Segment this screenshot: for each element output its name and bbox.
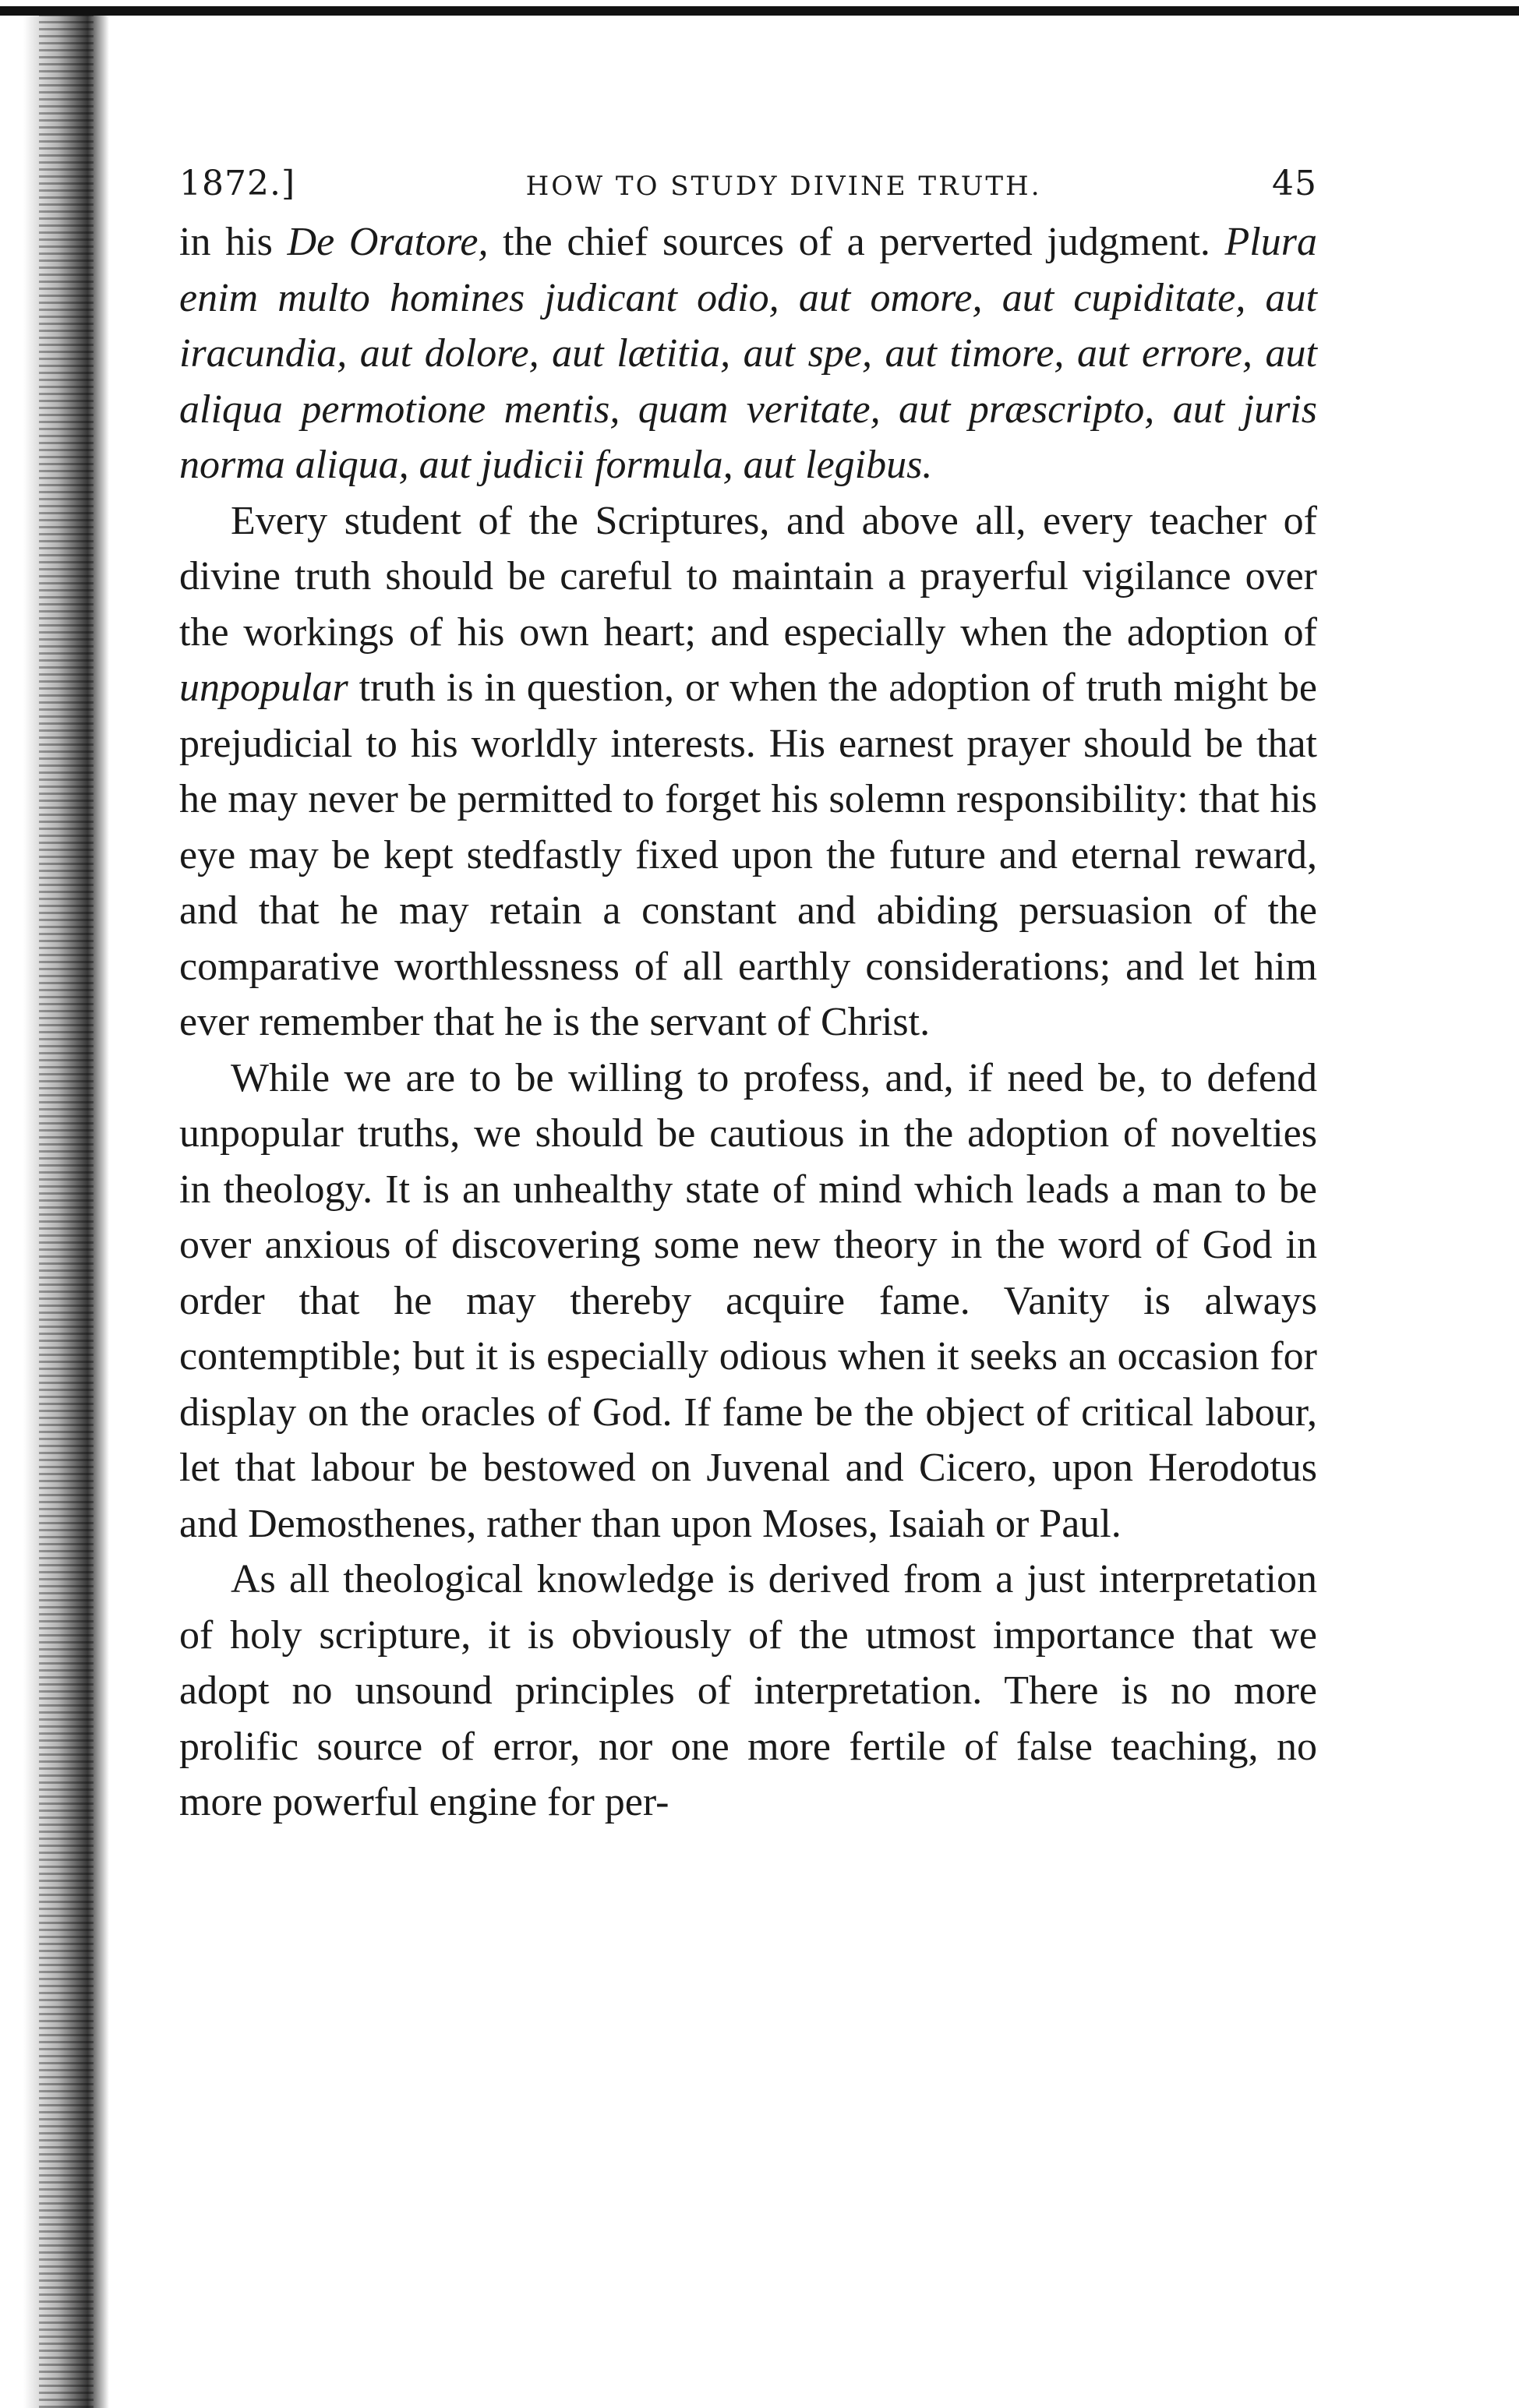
p1-seg-1: De Oratore, xyxy=(287,220,489,264)
paragraph-4 xyxy=(179,1552,1317,1831)
running-head xyxy=(179,164,1317,203)
p1-latin-quote: Plura enim multo homines judicant odio, aut omore, aut cupiditate, aut iracundia, aut dolore, aut lætitia, aut spe, aut timore, aut errore, aut aliqua permotione mentis, quam veritate, aut præscripto, aut juris norma aliqua, aut judicii formula, aut legibus. xyxy=(179,220,1317,487)
header-page-number: 45 xyxy=(1271,164,1317,203)
p2-seg-0: Every student of the Scriptures, and above all, every teacher of divine truth should be careful to maintain a prayerful vigilance over the workings of his own heart; and especially when the adoption of xyxy=(179,498,1317,655)
book-page xyxy=(179,164,1317,1831)
paragraph-3 xyxy=(179,1050,1317,1552)
header-title: HOW TO STUDY DIVINE TRUTH. xyxy=(525,171,1042,202)
binding-edge-texture xyxy=(39,16,94,2408)
p1-seg-0: in his xyxy=(179,220,288,264)
paragraph-2 xyxy=(179,493,1317,1050)
p1-seg-2: the chief sources of a perverted judgment. xyxy=(488,220,1225,264)
body-text xyxy=(179,214,1317,1831)
p2-seg-2: truth is in question, or when the adoption of truth might be prejudicial to his worldly interests. His earnest prayer should be that he may never be permitted to forget his solemn responsibility: that his eye may be kept stedfastly fixed upon the future and eternal reward, and that he may retain a constant and abiding persuasion of the comparative worthlessness of all earthly considerations; and let him ever remember that he is the servant of Christ. xyxy=(179,666,1317,1044)
paragraph-1 xyxy=(179,214,1317,493)
p4-seg-0: As all theological knowledge is derived from a just interpretation of holy scripture, it is obviously of the utmost importance that we adopt no unsound principles of interpretation. There is no more prolific source of error, nor one more fertile of false teaching, no more powerful engine for per- xyxy=(179,1557,1317,1824)
top-border-rule xyxy=(0,6,1519,16)
header-year: 1872.] xyxy=(179,164,296,203)
p2-seg-1: unpopular xyxy=(179,666,348,710)
p3-seg-0: While we are to be willing to profess, and, if need be, to defend unpopular truths, we should be cautious in the adoption of novelties in theology. It is an unhealthy state of mind which leads a man to be over anxious of discovering some new theory in the word of God in order that he may thereby acquire fame. Vanity is always contemptible; but it is especially odious when it seeks an occasion for display on the oracles of God. If fame be the object of critical labour, let that labour be bestowed on Juvenal and Cicero, upon Herodotus and Demosthenes, rather than upon Moses, Isaiah or Paul. xyxy=(179,1055,1317,1546)
